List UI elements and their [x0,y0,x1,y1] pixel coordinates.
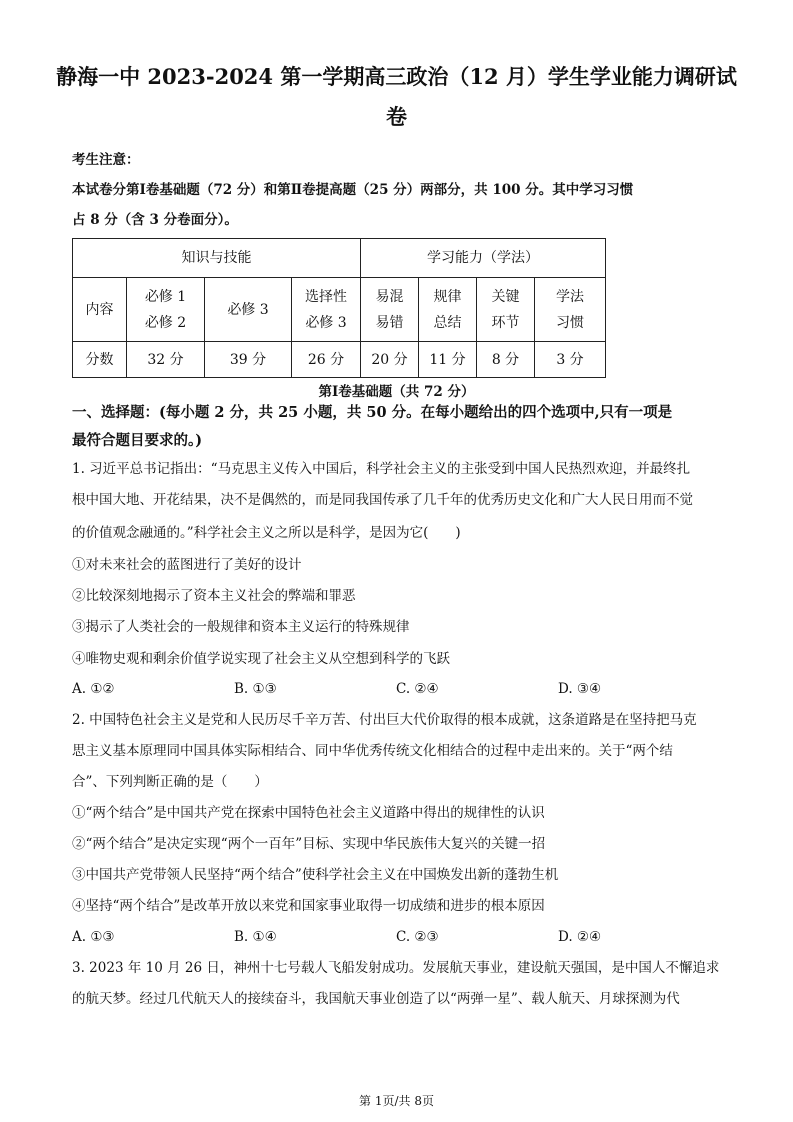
q2-option-a: A. ①③ [72,929,115,945]
q2-option-d: D. ②④ [558,929,602,945]
part1-line2: 最符合题目要求的。) [72,432,203,449]
q1-line: 1. 习近平总书记指出：“马克思主义传入中国后，科学社会主义的主张受到中国人民热烈欢迎，并最终扎 [72,461,691,477]
q2-line: 合”、下列判断正确的是（ ） [72,774,268,790]
col-name: 学法 习惯 [535,278,606,342]
score-cell: 32 分 [127,342,205,378]
q2-item: ④坚持“两个结合”是改革开放以来党和国家事业取得一切成绩和进步的根本原因 [72,898,545,914]
q1-option-d: D. ③④ [558,681,602,697]
q1-item: ①对未来社会的蓝图进行了美好的设计 [72,557,302,573]
title-line2: 卷 [386,104,407,129]
score-cell: 26 分 [292,342,361,378]
q2-item: ③中国共产党带领人民坚持“两个结合”使科学社会主义在中国焕发出新的蓬勃生机 [72,867,559,883]
q3-line: 的航天梦。经过几代航天人的接续奋斗，我国航天事业创造了以“两弹一星”、载人航天、月球探测为代 [72,991,680,1007]
score-cell: 8 分 [477,342,535,378]
q3-line: 3. 2023 年 10 月 26 日，神州十七号载人飞船发射成功。发展航天事业，建设航天强国，是中国人不懈追求 [72,960,720,976]
notice-line1: 本试卷分第Ⅰ卷基础题（72 分）和第Ⅱ卷提高题（25 分）两部分，共 100 分。其中学习习惯 [72,182,634,198]
q2-option-c: C. ②③ [396,929,439,945]
notice-line2: 占 8 分（含 3 分卷面分）。 [72,212,238,228]
section-title: 第Ⅰ卷基础题（共 72 分） [318,384,475,400]
q1-item: ②比较深刻地揭示了资本主义社会的弊端和罪恶 [72,588,356,604]
q1-option-c: C. ②④ [396,681,439,697]
col-name: 选择性 必修 3 [292,278,361,342]
group-ability: 学习能力（学法） [361,239,606,278]
col-name: 易混 易错 [361,278,419,342]
notice-heading: 考生注意： [72,152,140,168]
col-name: 规律 总结 [419,278,477,342]
score-cell: 39 分 [205,342,292,378]
page-footer: 第 1页/共 8页 [359,1094,434,1108]
q2-option-b: B. ①④ [234,929,277,945]
q1-line: 根中国大地、开花结果，决不是偶然的，而是同我国传承了几千年的优秀历史文化和广大人民日用而不觉 [72,492,693,508]
q2-item: ①“两个结合”是中国共产党在探索中国特色社会主义道路中得出的规律性的认识 [72,805,545,821]
q1-item: ③揭示了人类社会的一般规律和资本主义运行的特殊规律 [72,619,410,635]
part1-line1: 一、选择题：(每小题 2 分，共 25 小题，共 50 分。在每小题给出的四个选项中,只有一项是 [72,404,673,421]
group-knowledge: 知识与技能 [73,239,361,278]
q1-line: 的价值观念融通的。”科学社会主义之所以是科学，是因为它( ) [72,525,461,541]
col-name: 必修 3 [205,278,292,342]
col-name: 必修 1 必修 2 [127,278,205,342]
q1-option-b: B. ①③ [234,681,277,697]
score-cell: 20 分 [361,342,419,378]
q2-line: 2. 中国特色社会主义是党和人民历尽千辛万苦、付出巨大代价取得的根本成就，这条道路是在坚持把马克 [72,712,697,728]
row-label-score: 分数 [73,342,127,378]
score-cell: 11 分 [419,342,477,378]
title-line1: 静海一中 2023-2024 第一学期高三政治（12 月）学生学业能力调研试 [56,64,737,89]
row-label-content: 内容 [73,278,127,342]
score-table [72,238,606,378]
q1-option-a: A. ①② [72,681,115,697]
score-cell: 3 分 [535,342,606,378]
q1-item: ④唯物史观和剩余价值学说实现了社会主义从空想到科学的飞跃 [72,651,450,667]
q2-line: 思主义基本原理同中国具体实际相结合、同中华优秀传统文化相结合的过程中走出来的。关于“两个结 [72,743,673,759]
q2-item: ②“两个结合”是决定实现“两个一百年”目标、实现中华民族伟大复兴的关键一招 [72,836,546,852]
col-name: 关键 环节 [477,278,535,342]
